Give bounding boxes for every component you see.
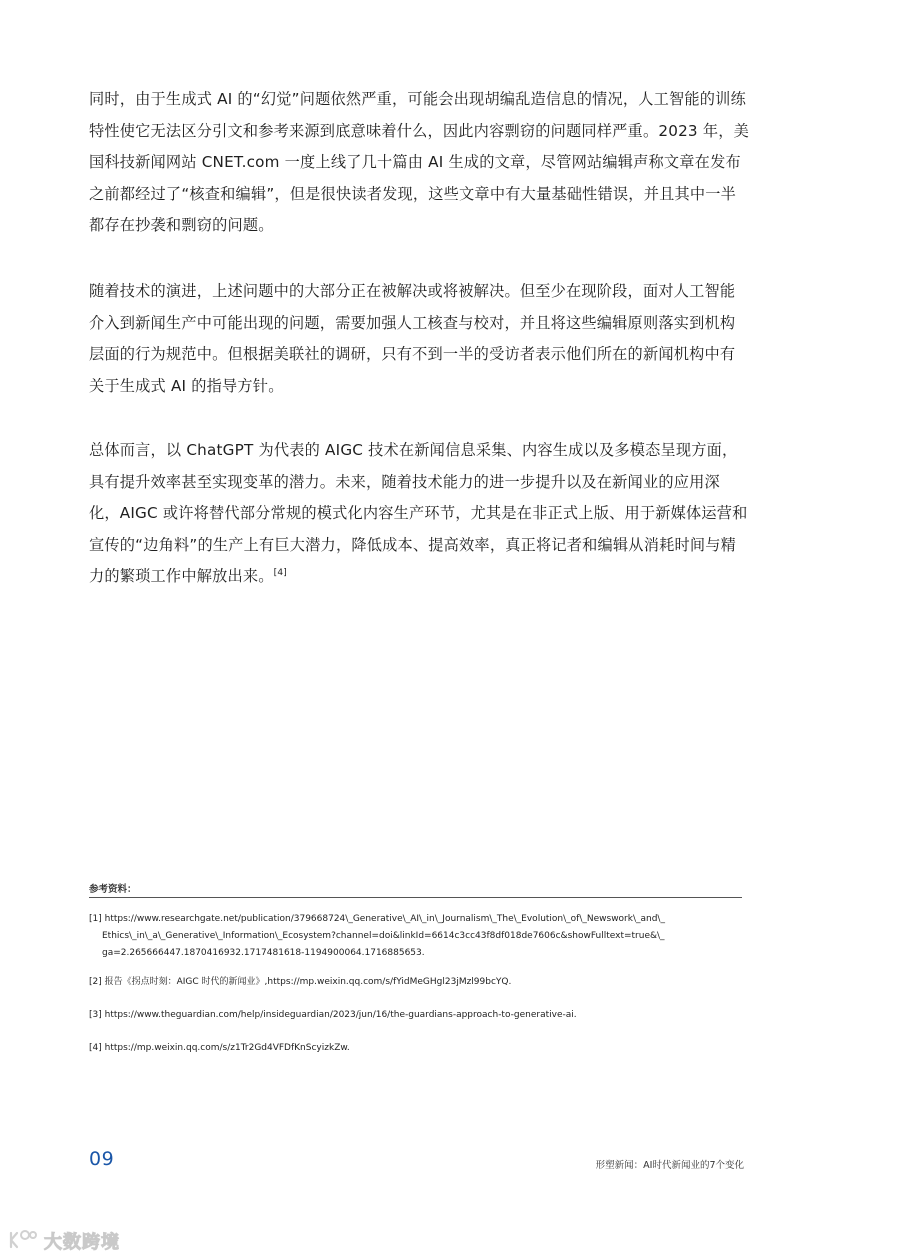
- body-paragraph-3-text: 总体而言，以 ChatGPT 为代表的 AIGC 技术在新闻信息采集、内容生成以及多模态呈现方面，具有提升效率甚至实现变革的潜力。未来，随着技术能力的进一步提升以及在新闻业的应用深化，AIGC 或许将替代部分常规的模式化内容生产环节，尤其是在非正式上版、用于新媒体运营和宣传的“边角料”的生产上有巨大潜力，降低成本、提高效率，真正将记者和编辑从消耗时间与精力的繁琐工作中解放出来。: [89, 441, 748, 585]
- reference-text[interactable]: [2] 报告《拐点时刻：AIGC 时代的新闻业》,https://mp.weixin.qq.com/s/fYidMeGHgl23jMzl99bcYQ.: [89, 977, 512, 987]
- reference-item[interactable]: [89, 1007, 669, 1024]
- body-paragraph-3: [89, 435, 749, 593]
- watermark: [8, 1226, 120, 1256]
- body-paragraph-2: 随着技术的演进，上述问题中的大部分正在被解决或将被解决。但至少在现阶段，面对人工智能介入到新闻生产中可能出现的问题，需要加强人工核查与校对，并且将这些编辑原则落实到机构层面的行为规范中。但根据美联社的调研，只有不到一半的受访者表示他们所在的新闻机构中有关于生成式 AI 的指导方针。: [89, 282, 736, 395]
- reference-text[interactable]: [1] https://www.researchgate.net/publication/379668724\_Generative\_AI\_in\_Journalism\_The\_Evolution\_of\_Newswork\_and\_Ethics\_in\_a\_Generative\_Information\_Ecosystem?channel=doi&linkId=6614c3cc43f8df018de7606c&showFulltext=true&\_ga=2.265666447.1870416932.1717481618-1194900064.1716885653.: [89, 914, 665, 958]
- body-paragraph-1: 同时，由于生成式 AI 的“幻觉”问题依然严重，可能会出现胡编乱造信息的情况，人工智能的训练特性使它无法区分引文和参考来源到底意味着什么，因此内容剽窃的问题同样严重。2023 年，美国科技新闻网站 CNET.com 一度上线了几十篇由 AI 生成的文章，尽管网站编辑声称文章在发布之前都经过了“核查和编辑”，但是很快读者发现，这些文章中有大量基础性错误，并且其中一半都存在抄袭和剽窃的问题。: [89, 90, 749, 234]
- reference-item[interactable]: [89, 911, 669, 962]
- page-number: 09: [89, 1148, 115, 1170]
- running-title: 形塑新闻：AI时代新闻业的7个变化: [595, 1160, 744, 1171]
- reference-text[interactable]: [3] https://www.theguardian.com/help/insideguardian/2023/jun/16/the-guardians-approach-to-generative-ai.: [89, 1010, 577, 1020]
- reference-text[interactable]: [4] https://mp.weixin.qq.com/s/z1Tr2Gd4VFDfKnScyizkZw.: [89, 1043, 350, 1053]
- watermark-text: 大数跨境: [44, 1232, 120, 1253]
- reference-item[interactable]: [89, 974, 669, 991]
- reference-item[interactable]: [89, 1040, 669, 1057]
- watermark-logo-icon: [8, 1227, 38, 1255]
- references-divider: [89, 897, 742, 898]
- references-heading: 参考资料：: [89, 884, 137, 895]
- citation-marker[interactable]: [4]: [273, 567, 288, 578]
